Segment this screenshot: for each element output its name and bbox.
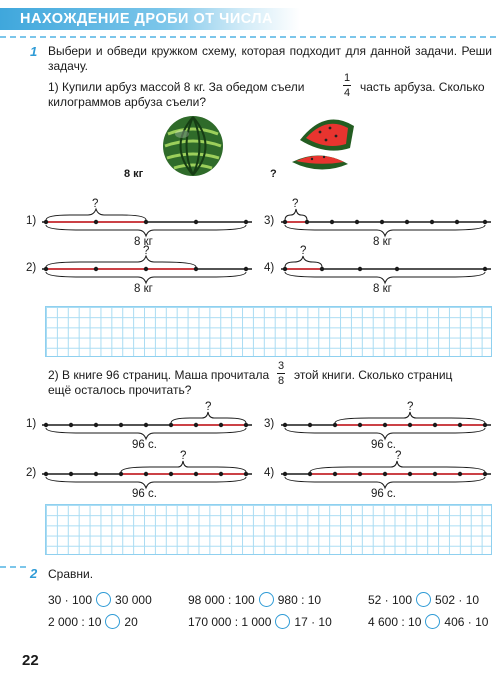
p2-diagram-3-question: ? (407, 401, 414, 413)
compare-left: 52 · 100 (368, 592, 413, 607)
problem-2-text-after: этой книги. Сколько страниц (294, 368, 453, 382)
compare-right: 20 (124, 614, 138, 629)
p2-diagram-3-number: 3) (264, 418, 275, 430)
compare-left: 2 000 : 10 (48, 614, 102, 629)
answer-grid-1[interactable] (45, 306, 492, 357)
compare-circle[interactable] (96, 592, 111, 607)
p1-diagram-3-number: 3) (264, 215, 275, 227)
section-header (0, 8, 500, 30)
compare-2-3 (368, 614, 488, 629)
watermelon-part-label: ? (270, 168, 277, 180)
compare-circle[interactable] (105, 614, 120, 629)
compare-left: 98 000 : 100 (188, 592, 255, 607)
problem-1-text-before: 1) Купили арбуз массой 8 кг. За обедом съели (48, 80, 305, 94)
watermelon-slice-image (290, 110, 360, 176)
problem-1-fraction (341, 72, 353, 99)
compare-left: 170 000 : 1 000 (188, 614, 272, 629)
compare-circle[interactable] (416, 592, 431, 607)
task-1-number: 1 (30, 44, 38, 59)
p1-diagram-2-number: 2) (26, 262, 37, 274)
p1-diagram-3-question: ? (292, 198, 299, 210)
problem-2-text-line2: ещё осталось прочитать? (48, 383, 192, 397)
p2-diagram-4-total: 96 с. (371, 488, 396, 500)
p1-diagram-4-total: 8 кг (373, 283, 392, 295)
whole-watermelon-image (160, 114, 226, 178)
problem-2-text-before: 2) В книге 96 страниц. Маша прочитала (48, 368, 270, 382)
p1-diagram-2-question: ? (143, 245, 150, 257)
p1-diagram-4-number: 4) (264, 262, 275, 274)
compare-right: 17 · 10 (294, 614, 332, 629)
watermelon-mass-label: 8 кг (124, 168, 144, 180)
task-2-marker (0, 566, 30, 568)
p1-diagram-1-question: ? (92, 198, 99, 210)
compare-right: 502 · 10 (435, 592, 480, 607)
page-number: 22 (22, 652, 39, 669)
p2-diagram-1-question: ? (205, 401, 212, 413)
page-title: НАХОЖДЕНИЕ ДРОБИ ОТ ЧИСЛА (20, 11, 274, 27)
task-2-instruction: Сравни. (48, 567, 94, 581)
compare-left: 4 600 : 10 (368, 614, 422, 629)
p2-diagram-1-total: 96 с. (132, 439, 157, 451)
compare-left: 30 · 100 (48, 592, 93, 607)
problem-1-denominator: 4 (343, 87, 351, 99)
compare-1-2 (188, 592, 321, 607)
answer-grid-2[interactable] (45, 504, 492, 555)
p2-diagram-4-number: 4) (264, 467, 275, 479)
compare-right: 980 : 10 (277, 592, 322, 607)
p1-diagram-1-total: 8 кг (134, 236, 153, 248)
p1-diagram-3-total: 8 кг (373, 236, 392, 248)
p1-diagram-1-number: 1) (26, 215, 37, 227)
compare-circle[interactable] (275, 614, 290, 629)
p2-diagram-2-number: 2) (26, 467, 37, 479)
compare-2-2 (188, 614, 332, 629)
problem-1-text-after-1: часть арбуза. Сколько (360, 80, 485, 94)
p2-diagram-2-total: 96 с. (132, 488, 157, 500)
problem-2-numerator: 3 (277, 360, 285, 372)
header-divider (0, 36, 500, 38)
p2-diagram-1-number: 1) (26, 418, 37, 430)
p1-diagram-2-total: 8 кг (134, 283, 153, 295)
compare-right: 406 · 10 (444, 614, 489, 629)
p2-diagram-4-question: ? (395, 450, 402, 462)
compare-2-1 (48, 614, 138, 629)
p2-diagram-2-question: ? (180, 450, 187, 462)
compare-1-1 (48, 592, 152, 607)
problem-2-fraction (275, 360, 287, 387)
compare-circle[interactable] (425, 614, 440, 629)
task-1-instruction: Выбери и обведи кружком схему, которая подходит для данной задачи. Реши задачу. (48, 44, 492, 73)
problem-1-text-after-2: килограммов арбуза съели? (48, 95, 206, 109)
compare-circle[interactable] (259, 592, 274, 607)
compare-1-3 (368, 592, 479, 607)
problem-2-denominator: 8 (277, 375, 285, 387)
p2-diagram-3-total: 96 с. (371, 439, 396, 451)
compare-right: 30 000 (115, 592, 152, 607)
task-2-number: 2 (30, 566, 38, 581)
p1-diagram-4-question: ? (300, 245, 307, 257)
problem-1-numerator: 1 (343, 72, 351, 84)
